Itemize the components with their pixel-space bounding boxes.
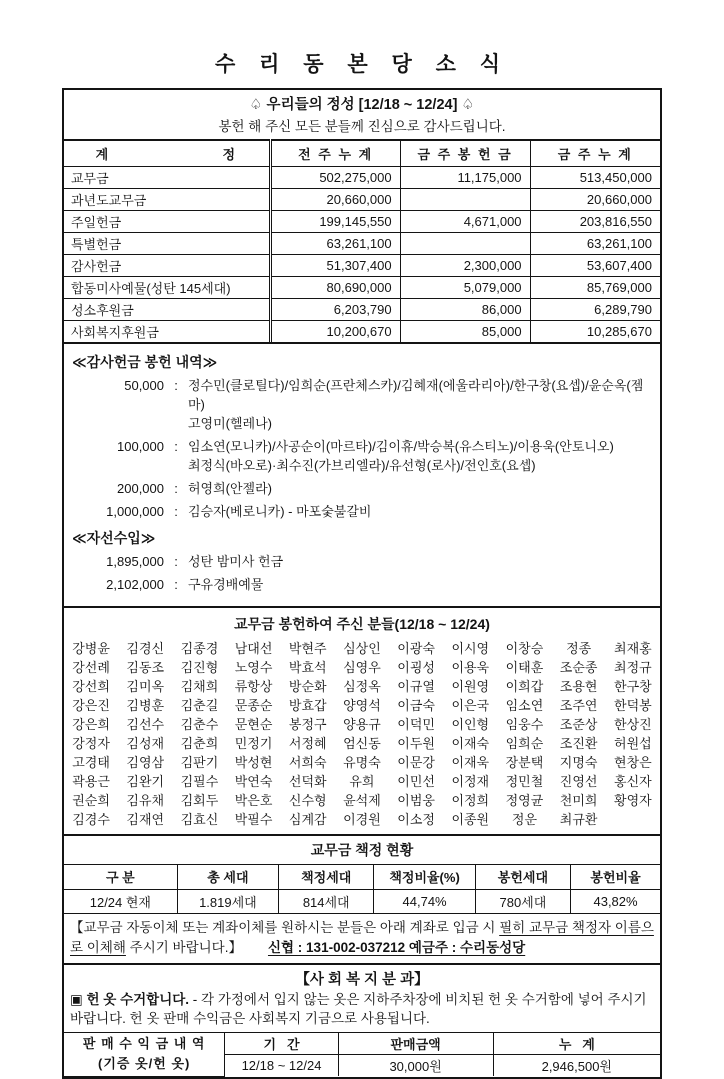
entry-line: 구유경배예물 — [188, 577, 264, 592]
donor-name-cell: 강은희 — [72, 717, 110, 732]
donor-name-cell: 고경태 — [72, 755, 110, 770]
donor-name-cell: 김춘수 — [180, 717, 219, 732]
thanksgiving-title: ≪감사헌금 봉헌 내역≫ — [72, 354, 218, 370]
sale-period: 12/18 ~ 12/24 — [225, 1054, 338, 1076]
charity-title: ≪자선수입≫ — [72, 530, 156, 546]
donor-name-cell: 윤석제 — [343, 793, 381, 808]
donor-name-cell: 심상인 — [343, 641, 381, 656]
thanksgiving-entry — [72, 479, 652, 498]
entry-amount: 2,102,000 — [106, 577, 164, 592]
donor-name-cell: 이범웅 — [397, 793, 435, 808]
week-total-cell: 203,816,550 — [530, 210, 660, 232]
donor-name-cell: 조주연 — [559, 698, 598, 713]
account-info: 신협 : 131-002-037212 예금주 : 수리동성당 — [267, 939, 526, 955]
donor-row — [64, 733, 660, 752]
donor-name-cell: 김효신 — [180, 812, 219, 827]
entry-line: 고영미(헬레나) — [188, 416, 273, 431]
donor-name-cell: 김재연 — [126, 812, 165, 827]
donor-name-cell: 지명숙 — [559, 755, 598, 770]
donor-name-cell: 이금숙 — [397, 698, 435, 713]
donors-title: 교무금 봉헌하여 주신 분들(12/18 ~ 12/24) — [234, 616, 490, 632]
donor-name-cell: 문종순 — [234, 698, 273, 713]
donor-name-cell: 박필수 — [234, 812, 273, 827]
donor-name-cell: 이태훈 — [505, 660, 544, 675]
donor-name-cell: 박성현 — [234, 755, 273, 770]
donor-name-cell: 이문강 — [397, 755, 435, 770]
donor-name-cell: 양영석 — [343, 698, 381, 713]
entry-colon: : — [174, 554, 178, 569]
assessment-date: 12/24 현재 — [64, 889, 177, 913]
assessment-assessed-ratio: 44,74% — [374, 889, 475, 913]
week-offering-cell — [400, 188, 530, 210]
donor-name-cell: 서희숙 — [288, 755, 327, 770]
donor-name-cell: 이원영 — [451, 679, 490, 694]
offering-table — [64, 139, 660, 342]
offering-row — [64, 320, 660, 342]
donor-name-cell: 정운 — [511, 812, 538, 827]
donor-name-cell: 민정기 — [234, 736, 273, 751]
sale-amount: 30,000원 — [338, 1054, 493, 1076]
donor-name-cell: 조용현 — [559, 679, 598, 694]
donor-name-cell: 진영선 — [559, 774, 598, 789]
thanksgiving-entry — [72, 437, 652, 475]
donor-name-cell: 이창승 — [505, 641, 544, 656]
donor-name-cell: 강정자 — [72, 736, 110, 751]
week-offering-cell: 2,300,000 — [400, 254, 530, 276]
assessment-col-category: 구 분 — [64, 865, 177, 889]
donor-name-cell: 장분택 — [505, 755, 544, 770]
donors-grid-body — [64, 638, 660, 828]
donor-name-cell: 최규환 — [559, 812, 598, 827]
assessment-col-total-households: 총 세대 — [177, 865, 278, 889]
donor-name-cell: 김채희 — [180, 679, 219, 694]
assessment-col-assessed-households: 책정세대 — [279, 865, 374, 889]
donor-row — [64, 657, 660, 676]
donor-name-cell: 김춘희 — [180, 736, 219, 751]
entry-names — [188, 502, 652, 521]
entry-colon: : — [174, 577, 178, 592]
entry-names — [188, 376, 652, 433]
donor-name-cell: 유희 — [349, 774, 375, 789]
donor-name-cell: 김필수 — [180, 774, 219, 789]
donor-name-cell: 방효갑 — [288, 698, 327, 713]
donor-name-cell: 한구창 — [614, 679, 652, 694]
donor-name-cell: 김회두 — [180, 793, 219, 808]
donor-name-cell — [606, 809, 660, 828]
entry-line: 정수민(클로틸다)/임희순(프란체스카)/김혜재(에울라리아)/한구창(요셉)/윤순옥(젬마) — [188, 378, 644, 412]
offering-col-week-total: 금 주 누 계 — [530, 140, 660, 166]
entry-names — [188, 479, 652, 498]
sale-label-cell — [64, 1032, 225, 1076]
donor-name-cell: 정민철 — [505, 774, 544, 789]
charity-entry — [72, 575, 652, 594]
welfare-notice-heading: ▣ 헌 옷 수거합니다. — [70, 991, 190, 1007]
donor-name-cell: 김경수 — [72, 812, 110, 827]
offering-header-row — [64, 140, 660, 166]
week-total-cell: 10,285,670 — [530, 320, 660, 342]
donor-name-cell: 권순희 — [72, 793, 110, 808]
donor-name-cell: 강은진 — [72, 698, 110, 713]
donor-name-cell: 유명숙 — [343, 755, 381, 770]
donor-name-cell: 박현주 — [288, 641, 327, 656]
donor-name-cell: 김병훈 — [126, 698, 165, 713]
donor-name-cell: 이굉성 — [397, 660, 435, 675]
donor-name-cell: 정영균 — [505, 793, 544, 808]
donor-name-cell: 최재홍 — [614, 641, 652, 656]
assessment-title: 교무금 책정 현황 — [64, 836, 660, 865]
assessment-assessed-households: 814세대 — [279, 889, 374, 913]
thanksgiving-entries — [72, 376, 652, 521]
assessment-col-offered-households: 봉헌세대 — [475, 865, 570, 889]
offering-row — [64, 276, 660, 298]
donor-name-cell: 조순종 — [559, 660, 598, 675]
donor-name-cell: 신수형 — [288, 793, 327, 808]
donor-name-cell: 선덕화 — [288, 774, 327, 789]
donor-name-cell: 곽용근 — [72, 774, 110, 789]
donor-name-cell: 서정혜 — [288, 736, 327, 751]
offering-col-week-offering: 금 주 봉 헌 금 — [400, 140, 530, 166]
donors-section — [64, 606, 660, 834]
prev-total-cell: 51,307,400 — [270, 254, 400, 276]
donor-name-cell: 이종원 — [451, 812, 490, 827]
donor-name-cell: 심영우 — [343, 660, 381, 675]
thanksgiving-entry — [72, 376, 652, 433]
donor-name-cell: 김유채 — [126, 793, 165, 808]
assessment-col-offered-ratio: 봉헌비율 — [571, 865, 660, 889]
prev-total-cell: 10,200,670 — [270, 320, 400, 342]
devotion-heading: ♤ 우리들의 정성 [12/18 ~ 12/24] ♤ — [249, 97, 475, 113]
welfare-notice-body: - 각 가정에서 입지 않는 옷은 지하주차장에 비치된 헌 옷 수거함에 넣어 주시기 바랍니다. 헌 옷 판매 수익금은 사회복지 기금으로 사용됩니다. — [70, 991, 647, 1026]
offering-col-account: 계 정 — [64, 140, 270, 166]
donor-name-cell: 남대선 — [234, 641, 273, 656]
welfare-notice — [64, 990, 660, 1032]
charity-entry — [72, 552, 652, 571]
donor-name-cell: 이시영 — [451, 641, 490, 656]
note-post: 주시기 바랍니다.】 — [125, 939, 242, 955]
donor-name-cell: 임희순 — [505, 736, 544, 751]
donor-name-cell: 이경원 — [343, 812, 381, 827]
entry-names — [188, 575, 652, 594]
donor-name-cell: 김판기 — [180, 755, 219, 770]
donor-name-cell: 양용규 — [343, 717, 381, 732]
week-total-cell: 513,450,000 — [530, 166, 660, 188]
donor-row — [64, 809, 660, 828]
donor-name-cell: 이인형 — [451, 717, 490, 732]
entry-names — [188, 437, 652, 475]
donor-name-cell: 이희갑 — [505, 679, 544, 694]
note-underlined: 필히 교무금 책정자 이름으로 이체해 — [70, 919, 654, 955]
donor-name-cell: 이정희 — [451, 793, 490, 808]
sale-header-row — [64, 1032, 660, 1054]
week-offering-cell — [400, 232, 530, 254]
donor-name-cell: 강선례 — [72, 660, 110, 675]
donor-name-cell: 문현순 — [234, 717, 273, 732]
offering-row — [64, 232, 660, 254]
sale-label-line1: 판 매 수 익 금 내 역 — [82, 1036, 206, 1051]
donor-row — [64, 790, 660, 809]
donor-row — [64, 714, 660, 733]
donor-name-cell: 천미희 — [559, 793, 598, 808]
assessment-header-row — [64, 865, 660, 889]
sale-col-amount: 판매금액 — [338, 1032, 493, 1054]
donor-name-cell: 김경신 — [126, 641, 165, 656]
donor-name-cell: 김미옥 — [126, 679, 165, 694]
account-cell: 특별헌금 — [64, 232, 270, 254]
donor-row — [64, 676, 660, 695]
entry-line: 허영희(안젤라) — [188, 481, 273, 496]
donor-name-cell: 김완기 — [126, 774, 165, 789]
donor-name-cell: 방순화 — [288, 679, 327, 694]
week-offering-cell: 5,079,000 — [400, 276, 530, 298]
document-body — [62, 88, 662, 1079]
account-cell: 성소후원금 — [64, 298, 270, 320]
donor-name-cell: 김영삼 — [126, 755, 165, 770]
offering-row — [64, 254, 660, 276]
assessment-section — [64, 834, 660, 963]
donor-name-cell: 박연숙 — [234, 774, 273, 789]
donor-name-cell: 심계감 — [288, 812, 327, 827]
donor-name-cell: 한상진 — [614, 717, 652, 732]
offering-row — [64, 298, 660, 320]
charity-entries — [72, 552, 652, 594]
donor-name-cell: 류항상 — [234, 679, 273, 694]
week-total-cell: 85,769,000 — [530, 276, 660, 298]
offering-row — [64, 166, 660, 188]
offering-table-body — [64, 166, 660, 342]
entry-amount: 1,895,000 — [106, 554, 164, 569]
donor-row — [64, 695, 660, 714]
week-offering-cell: 11,175,000 — [400, 166, 530, 188]
entry-colon: : — [174, 481, 178, 496]
donor-name-cell: 이덕민 — [397, 717, 435, 732]
entry-colon: : — [174, 504, 178, 519]
donor-row — [64, 752, 660, 771]
donor-name-cell: 조진환 — [559, 736, 598, 751]
donor-name-cell: 현창은 — [614, 755, 652, 770]
prev-total-cell: 6,203,790 — [270, 298, 400, 320]
entry-line: 최정식(바오로)·최수진(가브리엘라)/유선형(로사)/전인호(요셉) — [188, 458, 536, 473]
week-total-cell: 20,660,000 — [530, 188, 660, 210]
donor-name-cell: 이정재 — [451, 774, 490, 789]
week-total-cell: 53,607,400 — [530, 254, 660, 276]
account-cell: 교무금 — [64, 166, 270, 188]
entry-colon: : — [174, 439, 178, 454]
entry-amount: 50,000 — [124, 378, 164, 393]
note-pre: 【교무금 자동이체 또는 계좌이체를 원하시는 분들은 아래 계좌로 입금 시 — [70, 919, 500, 935]
prev-total-cell: 199,145,550 — [270, 210, 400, 232]
donor-name-cell: 김진형 — [180, 660, 219, 675]
donor-name-cell: 이민선 — [397, 774, 435, 789]
donor-name-cell: 최정규 — [614, 660, 652, 675]
sale-col-period: 기 간 — [225, 1032, 338, 1054]
assessment-data-row — [64, 889, 660, 913]
donor-name-cell: 황영자 — [614, 793, 652, 808]
entry-colon: : — [174, 378, 178, 393]
donor-name-cell: 임소연 — [505, 698, 544, 713]
welfare-title: 【사 회 복 지 분 과】 — [295, 971, 429, 988]
donor-name-cell: 이재욱 — [451, 755, 490, 770]
page-title: 수 리 동 본 당 소 식 — [214, 53, 509, 76]
donor-name-cell: 강병윤 — [72, 641, 110, 656]
donor-name-cell: 홍신자 — [614, 774, 652, 789]
sale-table — [64, 1032, 660, 1077]
account-cell: 사회복지후원금 — [64, 320, 270, 342]
account-cell: 과년도교무금 — [64, 188, 270, 210]
entry-amount: 200,000 — [117, 481, 164, 496]
donor-name-cell: 박은호 — [234, 793, 273, 808]
account-cell: 주일헌금 — [64, 210, 270, 232]
entry-line: 성탄 밤미사 헌금 — [188, 554, 284, 569]
donor-name-cell: 한덕봉 — [614, 698, 652, 713]
offering-row — [64, 188, 660, 210]
donor-name-cell: 이규열 — [397, 679, 435, 694]
week-offering-cell: 86,000 — [400, 298, 530, 320]
donor-name-cell: 김춘길 — [180, 698, 219, 713]
assessment-note — [64, 914, 660, 963]
offering-row — [64, 210, 660, 232]
donor-name-cell: 이재숙 — [451, 736, 490, 751]
account-cell: 감사헌금 — [64, 254, 270, 276]
assessment-offered-ratio: 43,82% — [571, 889, 660, 913]
donor-name-cell: 봉정구 — [288, 717, 327, 732]
donor-name-cell: 박효석 — [288, 660, 327, 675]
donor-row — [64, 771, 660, 790]
donor-name-cell: 이용욱 — [451, 660, 490, 675]
donor-name-cell: 임웅수 — [505, 717, 544, 732]
prev-total-cell: 80,690,000 — [270, 276, 400, 298]
entry-amount: 1,000,000 — [106, 504, 164, 519]
assessment-col-assessed-ratio: 책정비율(%) — [374, 865, 475, 889]
donor-name-cell: 김성재 — [126, 736, 165, 751]
prev-total-cell: 20,660,000 — [270, 188, 400, 210]
donor-name-cell: 김종경 — [180, 641, 219, 656]
week-offering-cell: 85,000 — [400, 320, 530, 342]
donor-name-cell: 강선희 — [72, 679, 110, 694]
offering-col-prev-total: 전 주 누 계 — [270, 140, 400, 166]
prev-total-cell: 63,261,100 — [270, 232, 400, 254]
donor-name-cell: 이은국 — [451, 698, 490, 713]
donors-grid — [64, 638, 660, 828]
assessment-table — [64, 865, 660, 914]
donor-row — [64, 638, 660, 657]
donor-name-cell: 조준상 — [559, 717, 598, 732]
donor-name-cell: 이광숙 — [397, 641, 435, 656]
assessment-offered-households: 780세대 — [475, 889, 570, 913]
week-offering-cell: 4,671,000 — [400, 210, 530, 232]
sale-label-line2: (기증 옷/헌 옷) — [98, 1056, 191, 1071]
thanksgiving-entry — [72, 502, 652, 521]
donor-name-cell: 이소정 — [397, 812, 435, 827]
donor-name-cell: 노영수 — [234, 660, 273, 675]
donor-name-cell: 김동조 — [126, 660, 165, 675]
entry-names — [188, 552, 652, 571]
donor-name-cell: 이두원 — [397, 736, 435, 751]
devotion-subheading: 봉헌 해 주신 모든 분들께 진심으로 감사드립니다. — [218, 119, 506, 134]
donor-name-cell: 엄신동 — [343, 736, 381, 751]
account-cell: 합동미사예물(성탄 145세대) — [64, 276, 270, 298]
donor-name-cell: 심정옥 — [343, 679, 381, 694]
week-total-cell: 6,289,790 — [530, 298, 660, 320]
week-total-cell: 63,261,100 — [530, 232, 660, 254]
thanksgiving-detail-section — [64, 342, 660, 606]
devotion-header — [64, 90, 660, 139]
entry-line: 임소연(모니카)/사공순이(마르타)/김이휴/박승복(유스티노)/이용욱(안토니오) — [188, 439, 614, 454]
welfare-section — [64, 963, 660, 1077]
donor-name-cell: 정종 — [566, 641, 592, 656]
entry-amount: 100,000 — [117, 439, 164, 454]
prev-total-cell: 502,275,000 — [270, 166, 400, 188]
donor-name-cell: 김선수 — [126, 717, 165, 732]
devotion-section — [64, 90, 660, 342]
sale-cumulative: 2,946,500원 — [493, 1054, 660, 1076]
assessment-total-households: 1.819세대 — [177, 889, 278, 913]
entry-line: 김승자(베로니카) - 마포숯불갈비 — [188, 504, 372, 519]
donor-name-cell: 허원섭 — [614, 736, 652, 751]
sale-col-cumulative: 누 계 — [493, 1032, 660, 1054]
